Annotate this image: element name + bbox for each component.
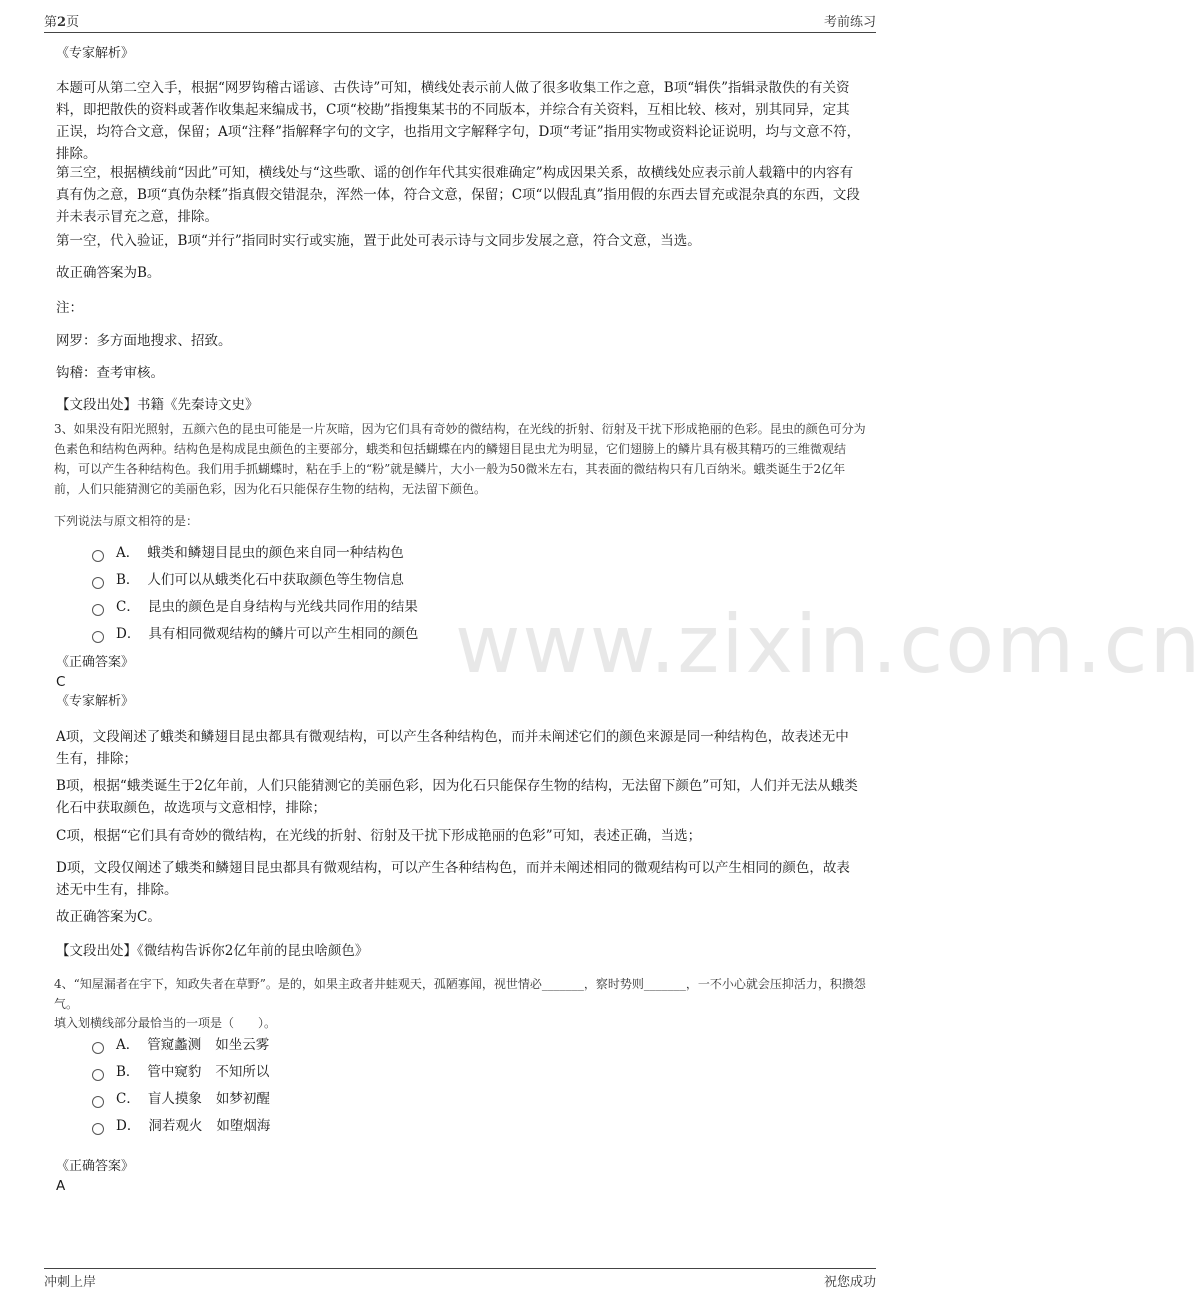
page-header <box>44 8 876 33</box>
expert-analysis-label: 《专家解析》 <box>56 694 135 709</box>
radio-icon[interactable] <box>92 1042 104 1054</box>
correct-answer-value: C <box>56 674 66 690</box>
q4-option-c[interactable]: C． 盲人摸象 如梦初醒 <box>92 1089 270 1109</box>
header-title: 考前练习 <box>823 15 876 30</box>
note-item: 网罗：多方面地搜求、招致。 <box>56 333 232 349</box>
q4-option-d[interactable]: D． 洞若观火 如堕烟海 <box>92 1116 270 1136</box>
source-citation: 【文段出处】书籍《先秦诗文史》 <box>56 397 259 413</box>
note-label: 注： <box>56 300 83 316</box>
q4-option-b[interactable]: B． 管中窥豹 不知所以 <box>92 1062 269 1082</box>
correct-answer-label: 《正确答案》 <box>56 1159 135 1174</box>
page-footer <box>44 1268 876 1293</box>
expert-analysis-label: 《专家解析》 <box>56 46 135 61</box>
footer-right-text: 祝您成功 <box>823 1275 876 1290</box>
source-citation: 【文段出处】《微结构告诉你2亿年前的昆虫啥颜色》 <box>56 943 369 959</box>
note-item: 钩稽：查考审核。 <box>56 365 164 381</box>
radio-icon[interactable] <box>92 604 104 616</box>
analysis-paragraph: A项，文段阐述了蛾类和鳞翅目昆虫都具有微观结构，可以产生各种结构色，而并未阐述它们的颜色来源是同一种结构色，故表述无中生有，排除； <box>56 729 849 767</box>
watermark: www.zixin.com.cn <box>455 598 1202 691</box>
q3-option-c[interactable]: C． 昆虫的颜色是自身结构与光线共同作用的结果 <box>92 597 418 617</box>
analysis-paragraph: D项，文段仅阐述了蛾类和鳞翅目昆虫都具有微观结构，可以产生各种结构色，而并未阐述相同的微观结构可以产生相同的颜色，故表述无中生有，排除。 <box>56 860 850 898</box>
correct-answer-statement: 故正确答案为C。 <box>56 909 161 925</box>
radio-icon[interactable] <box>92 550 104 562</box>
analysis-paragraph: 本题可从第二空入手，根据“网罗钩稽古谣谚、古佚诗”可知，横线处表示前人做了很多收集工作之意，B项“辑佚”指辑录散佚的有关资料，即把散佚的资料或著作收集起来编成书，C项“校勘”指搜集某书的不同版本，并综合有关资料，互相比较、核对，别其同异，定其正误，均符合文意，保留；A项“注释”指解释字句的文字，也指用文字解释字句，D项“考证”指用实物或资料论证说明，均与文意不符，排除。 <box>56 80 861 162</box>
q3-option-b[interactable]: B． 人们可以从蛾类化石中获取颜色等生物信息 <box>92 570 404 590</box>
question-4-prompt: 填入划横线部分最恰当的一项是（ ）。 <box>54 1016 277 1030</box>
footer-left-text: 冲刺上岸 <box>44 1275 97 1290</box>
analysis-paragraph: 第一空，代入验证，B项“并行”指同时实行或实施，置于此处可表示诗与文同步发展之意，符合文意，当选。 <box>56 233 701 249</box>
page-number: 第2页 <box>44 15 80 30</box>
q4-option-a[interactable]: A． 管窥蠡测 如坐云雾 <box>92 1035 269 1055</box>
correct-answer-label: 《正确答案》 <box>56 655 135 670</box>
question-3-passage: 3、如果没有阳光照射，五颜六色的昆虫可能是一片灰暗，因为它们具有奇妙的微结构，在光线的折射、衍射及干扰下形成艳丽的色彩。昆虫的颜色可分为色素色和结构色两种。结构色是构成昆虫颜色的主要部分，蛾类和包括蝴蝶在内的鳞翅目昆虫尤为明显，它们翅膀上的鳞片具有极其精巧的三维微观结构，可以产生各种结构色。我们用手抓蝴蝶时，粘在手上的“粉”就是鳞片，大小一般为50微米左右，其表面的微结构只有几百纳米。蛾类诞生于2亿年前，人们只能猜测它的美丽色彩，因为化石只能保存生物的结构，无法留下颜色。 <box>54 422 866 496</box>
analysis-paragraph: C项，根据“它们具有奇妙的微结构，在光线的折射、衍射及干扰下形成艳丽的色彩”可知，表述正确，当选； <box>56 828 702 844</box>
analysis-paragraph: 第三空，根据横线前“因此”可知，横线处与“这些歌、谣的创作年代其实很难确定”构成因果关系，故横线处应表示前人载籍中的内容有真有伪之意，B项“真伪杂糅”指真假交错混杂，浑然一体，符合文意，保留；C项“以假乱真”指用假的东西去冒充或混杂真的东西，文段并未表示冒充之意，排除。 <box>56 165 860 225</box>
question-3-prompt: 下列说法与原文相符的是： <box>54 514 199 528</box>
correct-answer-value: A <box>56 1178 66 1194</box>
correct-answer-statement: 故正确答案为B。 <box>56 265 161 281</box>
q3-option-d[interactable]: D． 具有相同微观结构的鳞片可以产生相同的颜色 <box>92 624 418 644</box>
q3-option-a[interactable]: A． 蛾类和鳞翅目昆虫的颜色来自同一种结构色 <box>92 543 404 563</box>
radio-icon[interactable] <box>92 1069 104 1081</box>
radio-icon[interactable] <box>92 1096 104 1108</box>
question-4-passage: 4、“知屋漏者在宇下，知政失者在草野”。是的，如果主政者井蛙观天，孤陋寡闻，视世情必_______，察时势则_______，一不小心就会压抑活力，积攒怨气。 <box>54 977 866 1011</box>
radio-icon[interactable] <box>92 577 104 589</box>
radio-icon[interactable] <box>92 1123 104 1135</box>
radio-icon[interactable] <box>92 631 104 643</box>
analysis-paragraph: B项，根据“蛾类诞生于2亿年前，人们只能猜测它的美丽色彩，因为化石只能保存生物的结构，无法留下颜色”可知，人们并无法从蛾类化石中获取颜色，故选项与文意相悖，排除； <box>56 778 858 816</box>
